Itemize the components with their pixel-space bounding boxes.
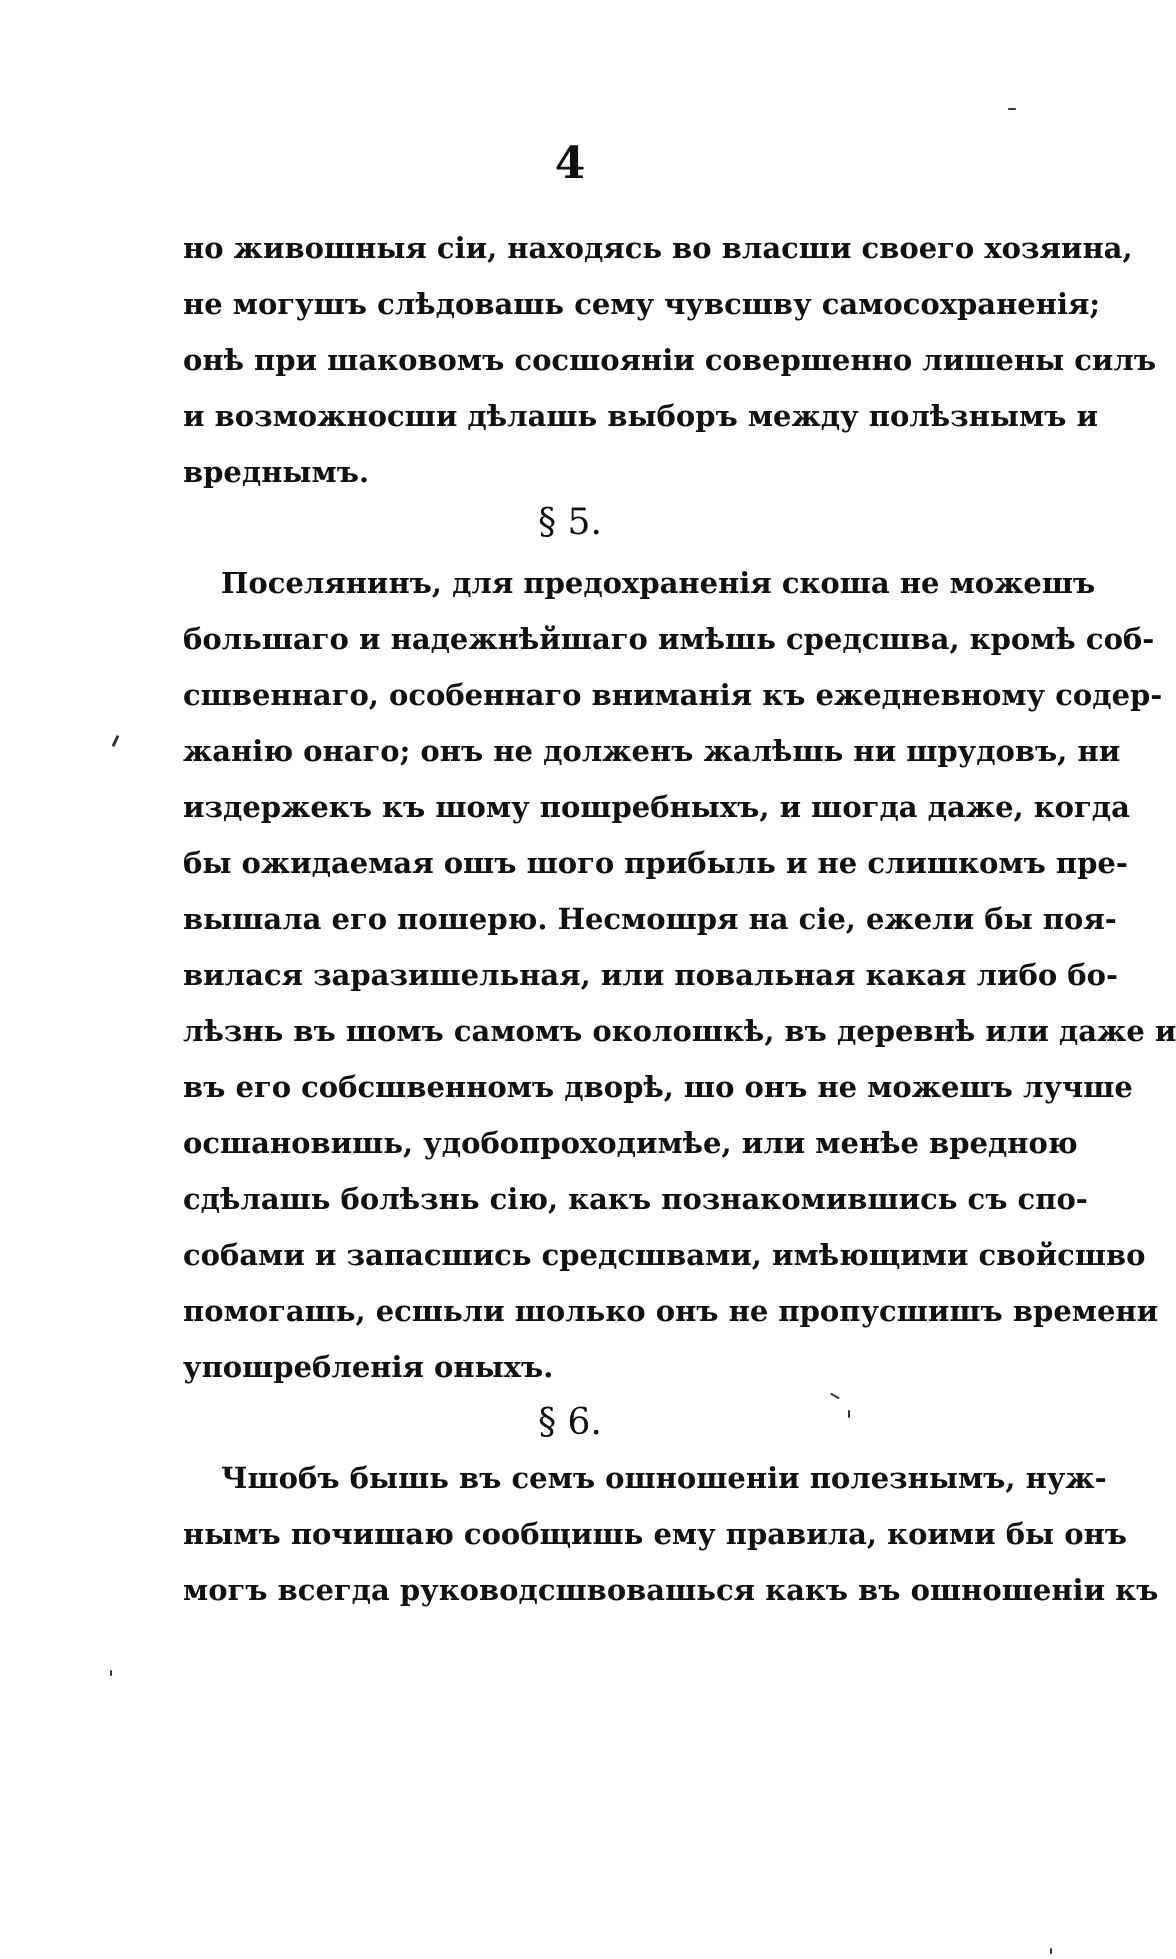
scan-speck: [1008, 108, 1016, 110]
text-line: упошребленія оныхъ.: [183, 1350, 554, 1384]
text-line: помогашь, есшьли шолько онъ не пропусшишъ времени: [183, 1294, 1159, 1328]
page-number: 4: [554, 138, 586, 189]
text-line: не могушъ слѣдовашь сему чувсшву самосохраненія;: [183, 287, 1101, 321]
text-line: въ его собсшвенномъ дворѣ, шо онъ не можешъ лучше: [183, 1070, 1133, 1104]
paragraph-continuation: [183, 220, 1157, 500]
section-heading-5: § 5.: [538, 502, 602, 543]
text-line: и возможносши дѣлашь выборъ между полѣзнымъ и: [183, 399, 1099, 433]
scan-speck: [110, 1670, 112, 1676]
text-line: Чшобъ бышь въ семъ ошношеніи полезнымъ, нуж-: [221, 1461, 1107, 1495]
text-line: вилася заразишельная, или повальная какая либо бо-: [183, 958, 1119, 992]
text-line: бы ожидаемая ошъ шого прибыль и не слишкомъ пре-: [183, 846, 1128, 880]
section-6-paragraph: [183, 1450, 1159, 1618]
text-line: осшановишь, удобопроходимѣе, или менѣе вредною: [183, 1126, 1078, 1160]
text-line: но живошныя сіи, находясь во власши своего хозяина,: [183, 231, 1133, 265]
text-line: сшвеннаго, особеннаго вниманія къ ежедневному содер-: [183, 678, 1163, 712]
text-line: Поселянинъ, для предохраненія скоша не можешъ: [221, 566, 1096, 600]
text-line: издержекъ къ шому пошребныхъ, и шогда даже, когда: [183, 790, 1130, 824]
text-line: сдѣлашь болѣзнь сію, какъ познакомившись съ спо-: [183, 1182, 1088, 1216]
section-5-paragraph: [183, 555, 1176, 1395]
scan-speck: [848, 1410, 850, 1418]
section-heading-6: § 6.: [538, 1402, 602, 1443]
text-line: онѣ при шаковомъ сосшояніи совершенно лишены силъ: [183, 343, 1157, 377]
scan-speck: [1050, 1948, 1052, 1954]
text-line: вреднымъ.: [183, 455, 370, 489]
text-line: большаго и надежнѣйшаго имѣшь средсшва, кромѣ соб-: [183, 622, 1155, 656]
text-line: могъ всегда руководсшвовашься какъ въ ошношеніи къ: [183, 1573, 1159, 1607]
text-line: лѣзнь въ шомъ самомъ околошкѣ, въ деревнѣ или даже и: [183, 1014, 1176, 1048]
text-line: вышала его пошерю. Несмошря на сіе, ежели бы поя-: [183, 902, 1117, 936]
text-line: жанію онаго; онъ не долженъ жалѣшь ни шрудовъ, ни: [183, 734, 1121, 768]
text-line: нымъ почишаю сообщишь ему правила, коими бы онъ: [183, 1517, 1128, 1551]
text-line: собами и запасшись средсшвами, имѣющими свойсшво: [183, 1238, 1146, 1272]
scan-speck: [112, 735, 120, 747]
